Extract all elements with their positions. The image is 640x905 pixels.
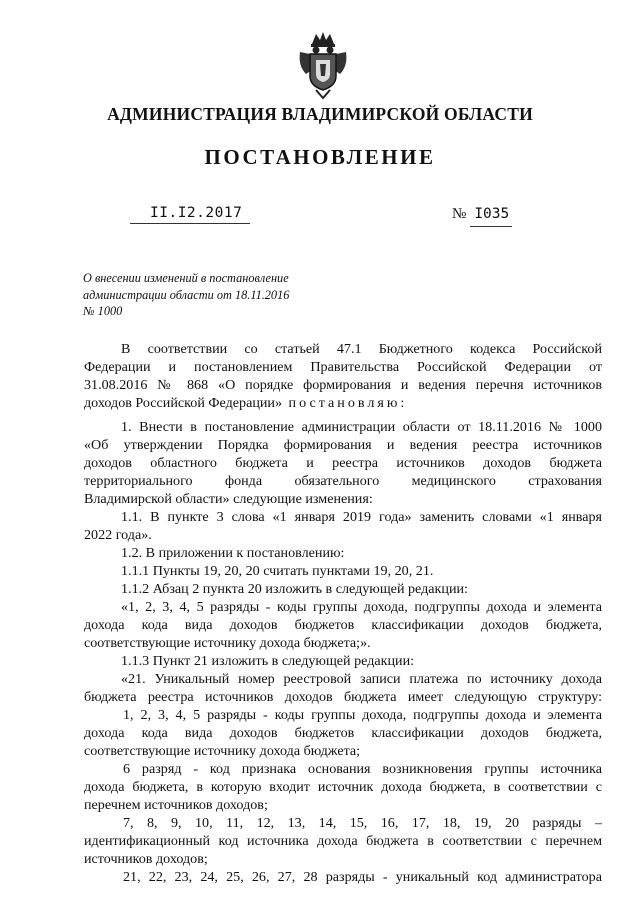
spaced-word: постановляю: bbox=[282, 395, 408, 411]
body-line-text: 1.1.1 Пункты 19, 20, 20 считать пунктами 19, 20, 21. bbox=[121, 563, 434, 579]
body-line-text: Федерации и постановлением Правительства Российской Федерации от bbox=[84, 359, 602, 375]
body-line bbox=[84, 490, 602, 508]
body-line bbox=[84, 670, 602, 688]
body-line bbox=[84, 358, 602, 376]
body-line bbox=[84, 598, 602, 616]
body-line-text: 1.2. В приложении к постановлению: bbox=[121, 545, 345, 561]
body-line bbox=[84, 760, 602, 778]
body-line-text: «21. Уникальный номер реестровой записи платежа по источнику дохода bbox=[121, 671, 602, 687]
body-line-text: 31.08.2016 № 868 «О порядке формирования и ведения перечня источников bbox=[84, 377, 602, 393]
body-line bbox=[84, 742, 602, 760]
number-sign: № bbox=[452, 206, 467, 222]
body-line bbox=[84, 724, 602, 742]
coat-of-arms-icon bbox=[296, 30, 350, 100]
body-line bbox=[84, 580, 602, 598]
body-line bbox=[84, 418, 602, 436]
body-line-text: «1, 2, 3, 4, 5 разряды - коды группы дохода, подгруппы дохода и элемента bbox=[121, 599, 602, 615]
body-line-text: 21, 22, 23, 24, 25, 26, 27, 28 разряды - уникальный код администратора bbox=[123, 869, 602, 885]
body-line bbox=[84, 436, 602, 454]
organization-title: АДМИНИСТРАЦИЯ ВЛАДИМИРСКОЙ ОБЛАСТИ bbox=[107, 104, 533, 124]
body-line-text: Владимирской области» следующие изменения: bbox=[84, 491, 373, 507]
body-line bbox=[84, 814, 602, 832]
body-line-text: 1.1.2 Абзац 2 пункта 20 изложить в следующей редакции: bbox=[121, 581, 468, 597]
document-type-title: ПОСТАНОВЛЕНИЕ bbox=[204, 145, 436, 169]
body-line-text: 1.1.3 Пункт 21 изложить в следующей редакции: bbox=[121, 653, 415, 669]
body-line bbox=[84, 688, 602, 706]
body-line-text: 1, 2, 3, 4, 5 разряды - коды группы дохода, подгруппы дохода и элемента bbox=[123, 707, 602, 723]
body-line-text: дохода кода вида доходов бюджетов классификации доходов бюджета, bbox=[84, 617, 602, 633]
document-number bbox=[452, 205, 512, 223]
body-line-text: «Об утверждении Порядка формирования и ведения реестра источников bbox=[84, 437, 602, 453]
number-value: I035 bbox=[474, 206, 510, 222]
body-line-text: перечнем источников доходов; bbox=[84, 797, 268, 813]
body-line bbox=[84, 868, 602, 886]
subject-line: администрации области от 18.11.2016 bbox=[83, 287, 290, 302]
body-line bbox=[84, 778, 602, 796]
body-line bbox=[84, 706, 602, 724]
body-line bbox=[84, 634, 602, 652]
body-line-text: дохода бюджета, в которую входит источник дохода бюджета, в соответствии с bbox=[84, 779, 602, 795]
body-line bbox=[84, 652, 602, 670]
subject-line: О внесении изменений в постановление bbox=[83, 271, 289, 285]
subject-line: № 1000 bbox=[83, 304, 123, 318]
body-line bbox=[84, 394, 602, 412]
document-body bbox=[84, 340, 602, 886]
body-line-text: 2022 года». bbox=[84, 527, 152, 543]
body-line bbox=[84, 544, 602, 562]
body-line bbox=[84, 376, 602, 394]
body-line-text: дохода кода вида доходов бюджетов классификации доходов бюджета, bbox=[84, 725, 602, 741]
body-line bbox=[84, 454, 602, 472]
number-underline bbox=[470, 226, 512, 227]
body-line-text: доходов областного бюджета и реестра источников доходов бюджета bbox=[84, 455, 602, 471]
body-line-text: 7, 8, 9, 10, 11, 12, 13, 14, 15, 16, 17, 18, 19, 20 разряды – bbox=[123, 815, 602, 831]
body-line bbox=[84, 616, 602, 634]
date-value: II.I2.2017 bbox=[150, 205, 243, 221]
document-date bbox=[130, 205, 250, 224]
body-line-text: 6 разряд - код признака основания возникновения группы источника bbox=[123, 761, 602, 777]
body-line bbox=[84, 340, 602, 358]
body-line-text: источников доходов; bbox=[84, 851, 208, 867]
body-line-text: идентификационный код источника дохода бюджета в соответствии с перечнем bbox=[84, 833, 602, 849]
body-line-text: бюджета реестра источников доходов бюджета имеет следующую структуру: bbox=[84, 689, 602, 705]
body-line-text: доходов Российской Федерации» bbox=[84, 395, 282, 411]
document-subject bbox=[83, 270, 383, 320]
body-line bbox=[84, 526, 602, 544]
date-underline bbox=[130, 223, 250, 224]
body-line bbox=[84, 796, 602, 814]
body-line bbox=[84, 508, 602, 526]
body-line-text: В соответствии со статьей 47.1 Бюджетного кодекса Российской bbox=[121, 341, 602, 357]
body-line bbox=[84, 850, 602, 868]
body-line-text: 1.1. В пункте 3 слова «1 января 2019 года» заменить словами «1 января bbox=[121, 509, 602, 525]
body-line-text: территориального фонда обязательного медицинского страхования bbox=[84, 473, 602, 489]
body-line bbox=[84, 472, 602, 490]
body-line bbox=[84, 562, 602, 580]
body-line-text: соответствующие источнику дохода бюджета;». bbox=[84, 635, 371, 651]
body-line-text: соответствующие источнику дохода бюджета; bbox=[84, 743, 361, 759]
body-line-text: 1. Внести в постановление администрации области от 18.11.2016 № 1000 bbox=[121, 419, 602, 435]
body-line bbox=[84, 832, 602, 850]
